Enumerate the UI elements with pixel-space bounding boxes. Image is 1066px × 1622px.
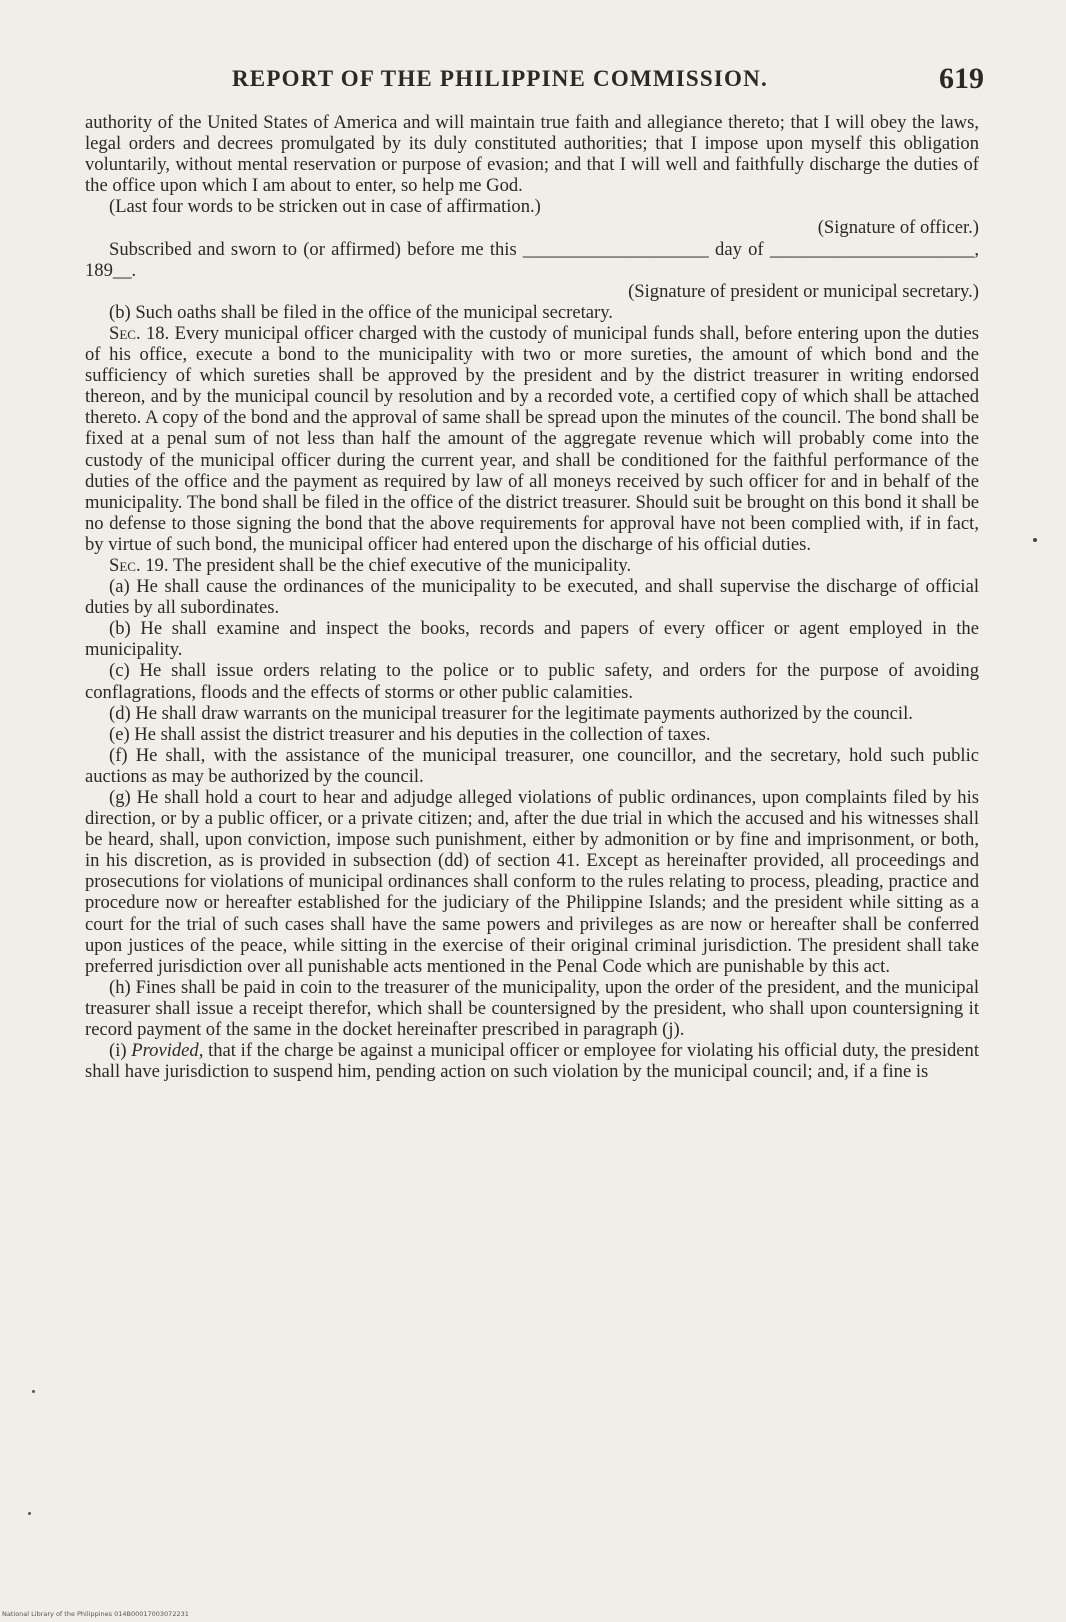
digitization-credit: National Library of the Philippines 014B00017003072231	[2, 1610, 189, 1618]
provided-term: Provided,	[131, 1040, 204, 1062]
section-18-label: Sec. 18.	[109, 322, 170, 344]
page-header	[232, 62, 992, 98]
section-19-text: The president shall be the chief executive of the municipality.	[172, 554, 632, 576]
paragraph-h: (h) Fines shall be paid in coin to the treasurer of the municipality, upon the order of the president, and the municipal treasurer shall issue a receipt therefor, which shall be countersigned by the president, who shall upon countersigning it record payment of the same in the docket hereinafter prescribed in paragraph (j).	[85, 976, 979, 1041]
paragraph-a: (a) He shall cause the ordinances of the municipality to be executed, and shall supervise the discharge of official duties by all subordinates.	[85, 576, 979, 619]
scan-speck	[32, 1390, 35, 1393]
officer-signature-line: (Signature of officer.)	[817, 217, 979, 239]
subscribed-line: Subscribed and sworn to (or affirmed) before me this ____________________ day of ______________________, 189__.	[85, 238, 979, 281]
scan-speck	[1033, 538, 1037, 542]
paragraph-d: (d) He shall draw warrants on the municipal treasurer for the legitimate payments authorized by the council.	[109, 702, 913, 724]
section-19-label: Sec. 19.	[109, 554, 169, 576]
body-text	[85, 112, 979, 1082]
section-18	[85, 323, 979, 555]
scan-speck	[28, 1512, 31, 1515]
paragraph-b-oaths: (b) Such oaths shall be filed in the office of the municipal secretary.	[109, 301, 613, 323]
paragraph-i	[85, 1040, 979, 1082]
section-18-text: Every municipal officer charged with the custody of municipal funds shall, before entering upon the duties of his office, execute a bond to the municipality with two or more sureties, the amount of which bond and the sufficiency of which sureties shall be approved by the president and by the district treasurer in writing endorsed thereon, and by the municipal council by resolution and by a recorded vote, a certified copy of which shall be attached thereto. A copy of the bond and the approval of same shall be spread upon the minutes of the council. The bond shall be fixed at a penal sum of not less than half the amount of the aggregate revenue which will probably come into the custody of the municipal officer during the current year, and shall be conditioned for the faithful performance of the duties of the office and the payment as required by law of all moneys received by such officer for and in behalf of the municipality. The bond shall be filed in the office of the district treasurer. Should suit be brought on this bond it shall be no defense to those signing the bond that the above requirements for approval have not been complied with, if in fact, by virtue of such bond, the municipal officer had entered upon the discharge of his official duties.	[85, 322, 980, 555]
section-19	[85, 555, 979, 576]
oath-paragraph: authority of the United States of America and will maintain true faith and allegiance thereto; that I will obey the laws, legal orders and decrees promulgated by its duly constituted authorities; that I impose upon myself this obligation voluntarily, without mental reservation or purpose of evasion; and that I will well and faithfully discharge the duties of the office upon which I am about to enter, so help me God.	[85, 112, 979, 197]
paragraph-b: (b) He shall examine and inspect the books, records and papers of every officer or agent employed in the municipality.	[85, 618, 979, 661]
affirmation-note: (Last four words to be stricken out in case of affirmation.)	[109, 196, 541, 218]
paragraph-e: (e) He shall assist the district treasurer and his deputies in the collection of taxes.	[109, 723, 711, 745]
president-signature-line: (Signature of president or municipal secretary.)	[628, 280, 979, 302]
paragraph-g: (g) He shall hold a court to hear and adjudge alleged violations of public ordinances, upon complaints filed by his direction, or by a public officer, or a private citizen; and, after the due trial in which the accused and his witnesses shall be heard, shall, upon conviction, impose such punishment, either by admonition or by fine and imprisonment, or both, in his discretion, as is provided in subsection (dd) of section 41. Except as hereinafter provided, all proceedings and prosecutions for violations of municipal ordinances shall conform to the rules relating to process, pleading, practice and procedure now or hereafter established for the judiciary of the Philippine Islands; and the president while sitting as a court for the trial of such cases shall have the same powers and privileges as are now or hereafter shall be conferred upon justices of the peace, while sitting in the exercise of their original criminal jurisdiction. The president shall take preferred jurisdiction over all punishable acts mentioned in the Penal Code which are punishable by this act.	[85, 787, 979, 977]
paragraph-c: (c) He shall issue orders relating to the police or to public safety, and orders for the purpose of avoiding conflagrations, floods and the effects of storms or other public calamities.	[85, 660, 979, 703]
paragraph-i-text: that if the charge be against a municipal officer or employee for violating his official duty, the president shall have jurisdiction to suspend him, pending action on such violation by the municipal council; and, if a fine is	[85, 1040, 980, 1083]
paragraph-i-label: (i)	[109, 1040, 127, 1062]
paragraph-f: (f) He shall, with the assistance of the municipal treasurer, one councillor, and the secretary, hold such public auctions as may be authorized by the council.	[85, 744, 979, 787]
running-title: REPORT OF THE PHILIPPINE COMMISSION.	[232, 66, 768, 91]
page-number: 619	[939, 62, 984, 95]
